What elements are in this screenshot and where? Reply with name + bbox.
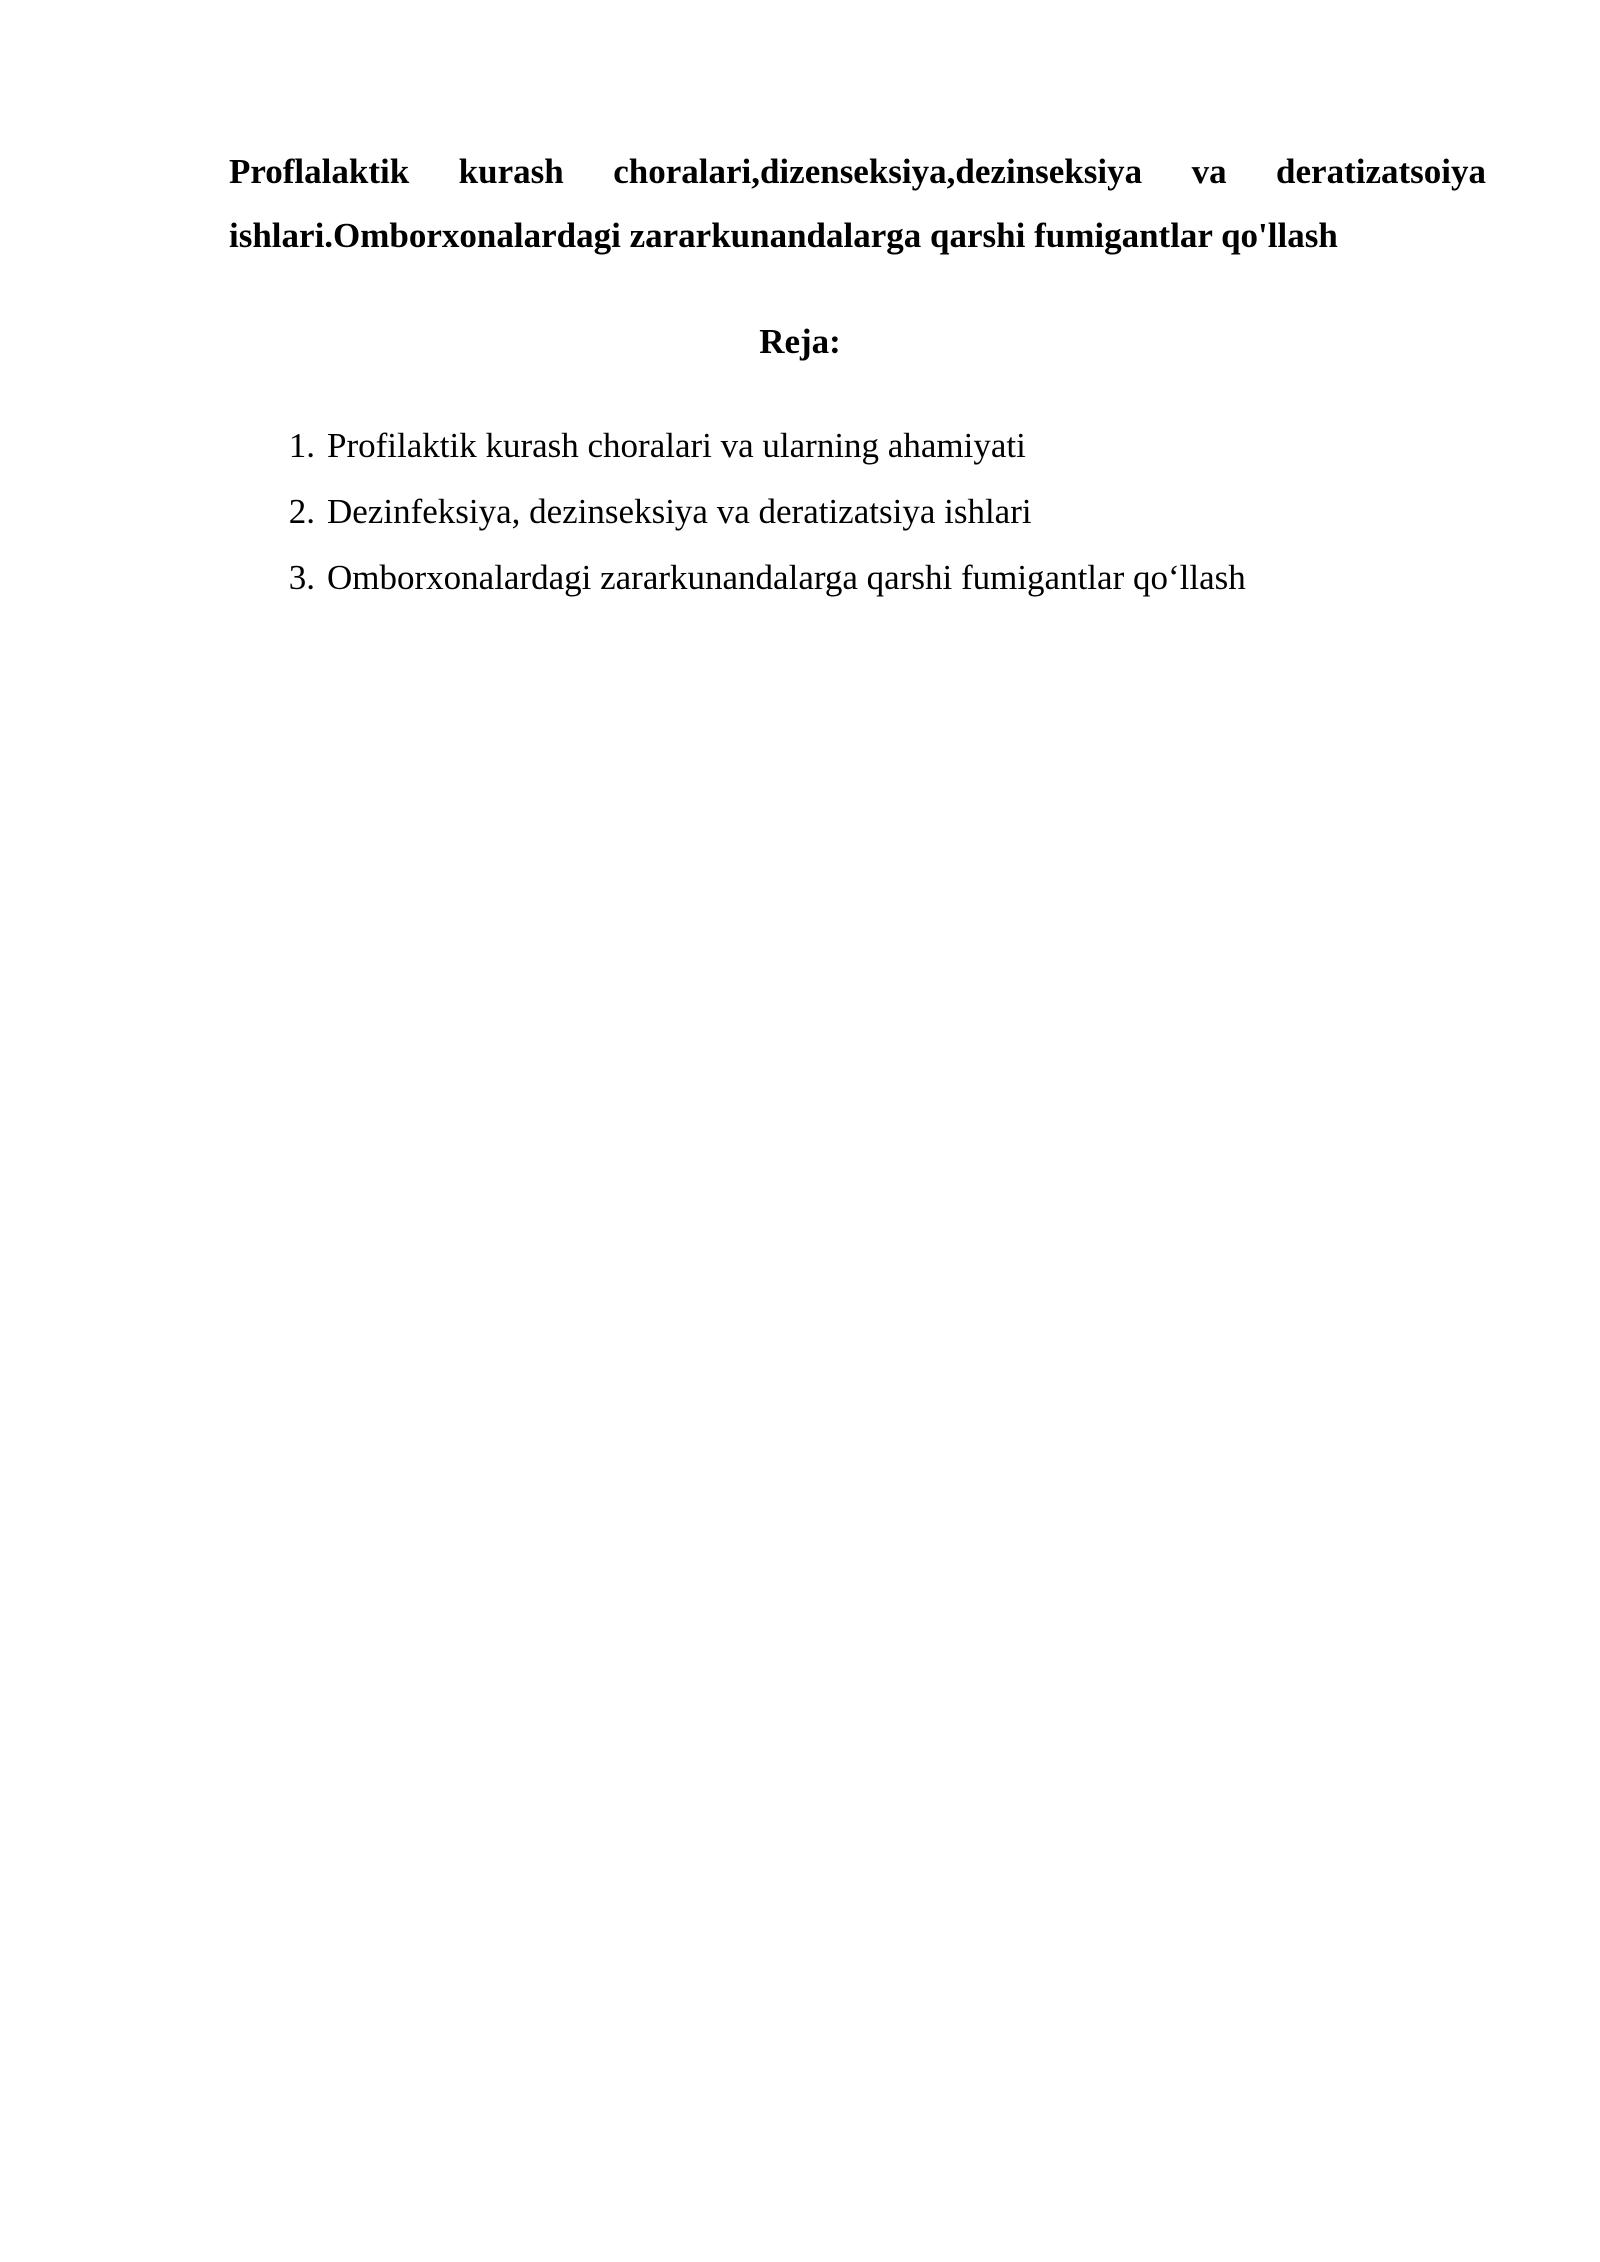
list-item-text: Omborxonalardagi zararkunandalarga qarshi fumigantlar qo‘llash [327,558,1246,597]
list-item [0,413,1600,479]
list-item-text: Profilaktik kurash choralari va ularning ahamiyati [327,426,1026,465]
list-item [0,545,1600,611]
list-item-number: 1. [288,426,315,465]
document-title: Proflalaktik kurash choralari,dizenseksiya,dezinseksiya va deratizatsoiya ishlari.Omborxonalardagi zararkunandalarga qarshi fumigantlar qo'llash [229,152,1486,255]
list-item-number: 2. [288,492,315,531]
plan-list [0,413,1600,611]
list-item [0,479,1600,545]
plan-heading: Reja: [759,322,841,361]
list-item-number: 3. [288,558,315,597]
list-item-text: Dezinfeksiya, dezinseksiya va deratizatsiya ishlari [327,492,1032,531]
